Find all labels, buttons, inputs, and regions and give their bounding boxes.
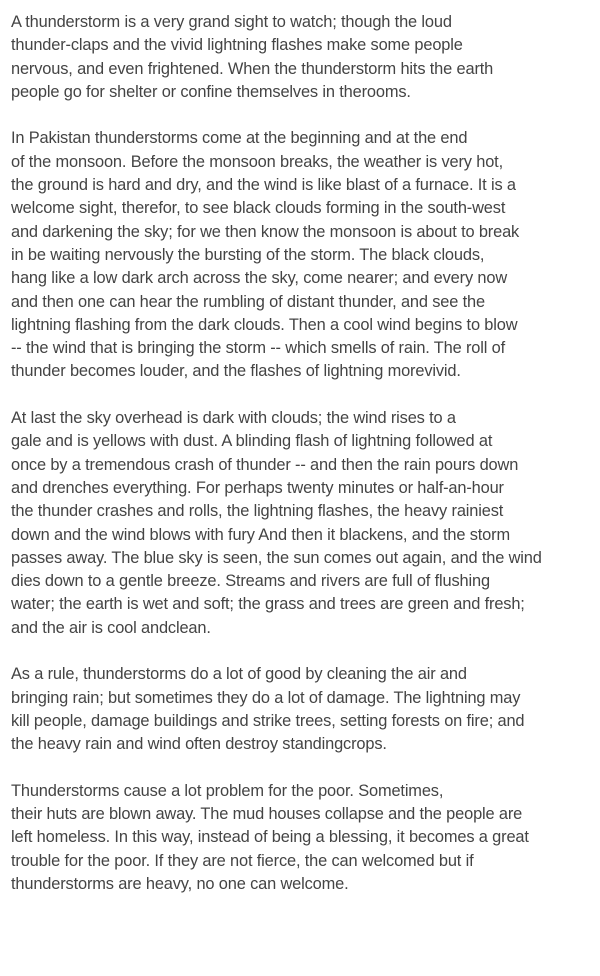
- text-line: At last the sky overhead is dark with clouds; the wind rises to a: [11, 409, 456, 428]
- text-line: the heavy rain and wind often destroy standingcrops.: [11, 735, 387, 754]
- text-line: water; the earth is wet and soft; the grass and trees are green and fresh;: [11, 595, 525, 614]
- text-line: -- the wind that is bringing the storm -- which smells of rain. The roll of: [11, 339, 506, 358]
- paragraph: [11, 407, 600, 640]
- text-line: and the air is cool andclean.: [11, 618, 211, 637]
- text-line: passes away. The blue sky is seen, the sun comes out again, and the wind: [11, 548, 542, 567]
- paragraph: [11, 663, 600, 756]
- paragraph: [11, 127, 600, 383]
- paragraph: [11, 780, 600, 896]
- text-line: thunderstorms are heavy, no one can welcome.: [11, 874, 349, 893]
- text-line: and darkening the sky; for we then know the monsoon is about to break: [11, 222, 520, 241]
- text-line: and then one can hear the rumbling of distant thunder, and see the: [11, 292, 485, 311]
- text-line: and drenches everything. For perhaps twenty minutes or half-an-hour: [11, 478, 504, 497]
- text-line: Thunderstorms cause a lot problem for the poor. Sometimes,: [11, 781, 444, 800]
- text-line: hang like a low dark arch across the sky, come nearer; and every now: [11, 269, 508, 288]
- text-line: thunder becomes louder, and the flashes of lightning morevivid.: [11, 362, 461, 381]
- text-line: kill people, damage buildings and strike trees, setting forests on fire; and: [11, 711, 525, 730]
- text-line: once by a tremendous crash of thunder -- and then the rain pours down: [11, 455, 519, 474]
- text-line: in be waiting nervously the bursting of the storm. The black clouds,: [11, 245, 485, 264]
- text-line: dies down to a gentle breeze. Streams and rivers are full of flushing: [11, 572, 490, 591]
- text-line: of the monsoon. Before the monsoon breaks, the weather is very hot,: [11, 152, 503, 171]
- text-line: nervous, and even frightened. When the thunderstorm hits the earth: [11, 59, 494, 78]
- text-line: As a rule, thunderstorms do a lot of good by cleaning the air and: [11, 665, 467, 684]
- text-line: gale and is yellows with dust. A blinding flash of lightning followed at: [11, 432, 493, 451]
- text-line: down and the wind blows with fury And then it blackens, and the storm: [11, 525, 510, 544]
- text-line: the thunder crashes and rolls, the lightning flashes, the heavy rainiest: [11, 502, 504, 521]
- text-line: thunder-claps and the vivid lightning flashes make some people: [11, 36, 463, 55]
- text-line: left homeless. In this way, instead of being a blessing, it becomes a great: [11, 828, 529, 847]
- text-line: welcome sight, therefor, to see black clouds forming in the south-west: [11, 199, 506, 218]
- text-line: the ground is hard and dry, and the wind is like blast of a furnace. It is a: [11, 176, 516, 195]
- text-line: A thunderstorm is a very grand sight to watch; though the loud: [11, 13, 452, 31]
- text-line: people go for shelter or confine themselves in therooms.: [11, 82, 411, 101]
- text-line: their huts are blown away. The mud houses collapse and the people are: [11, 805, 523, 824]
- text-line: bringing rain; but sometimes they do a lot of damage. The lightning may: [11, 688, 521, 707]
- text-line: In Pakistan thunderstorms come at the beginning and at the end: [11, 129, 468, 148]
- text-line: trouble for the poor. If they are not fierce, the can welcomed but if: [11, 851, 474, 870]
- text-line: lightning flashing from the dark clouds. Then a cool wind begins to blow: [11, 315, 518, 334]
- paragraph: [11, 11, 600, 104]
